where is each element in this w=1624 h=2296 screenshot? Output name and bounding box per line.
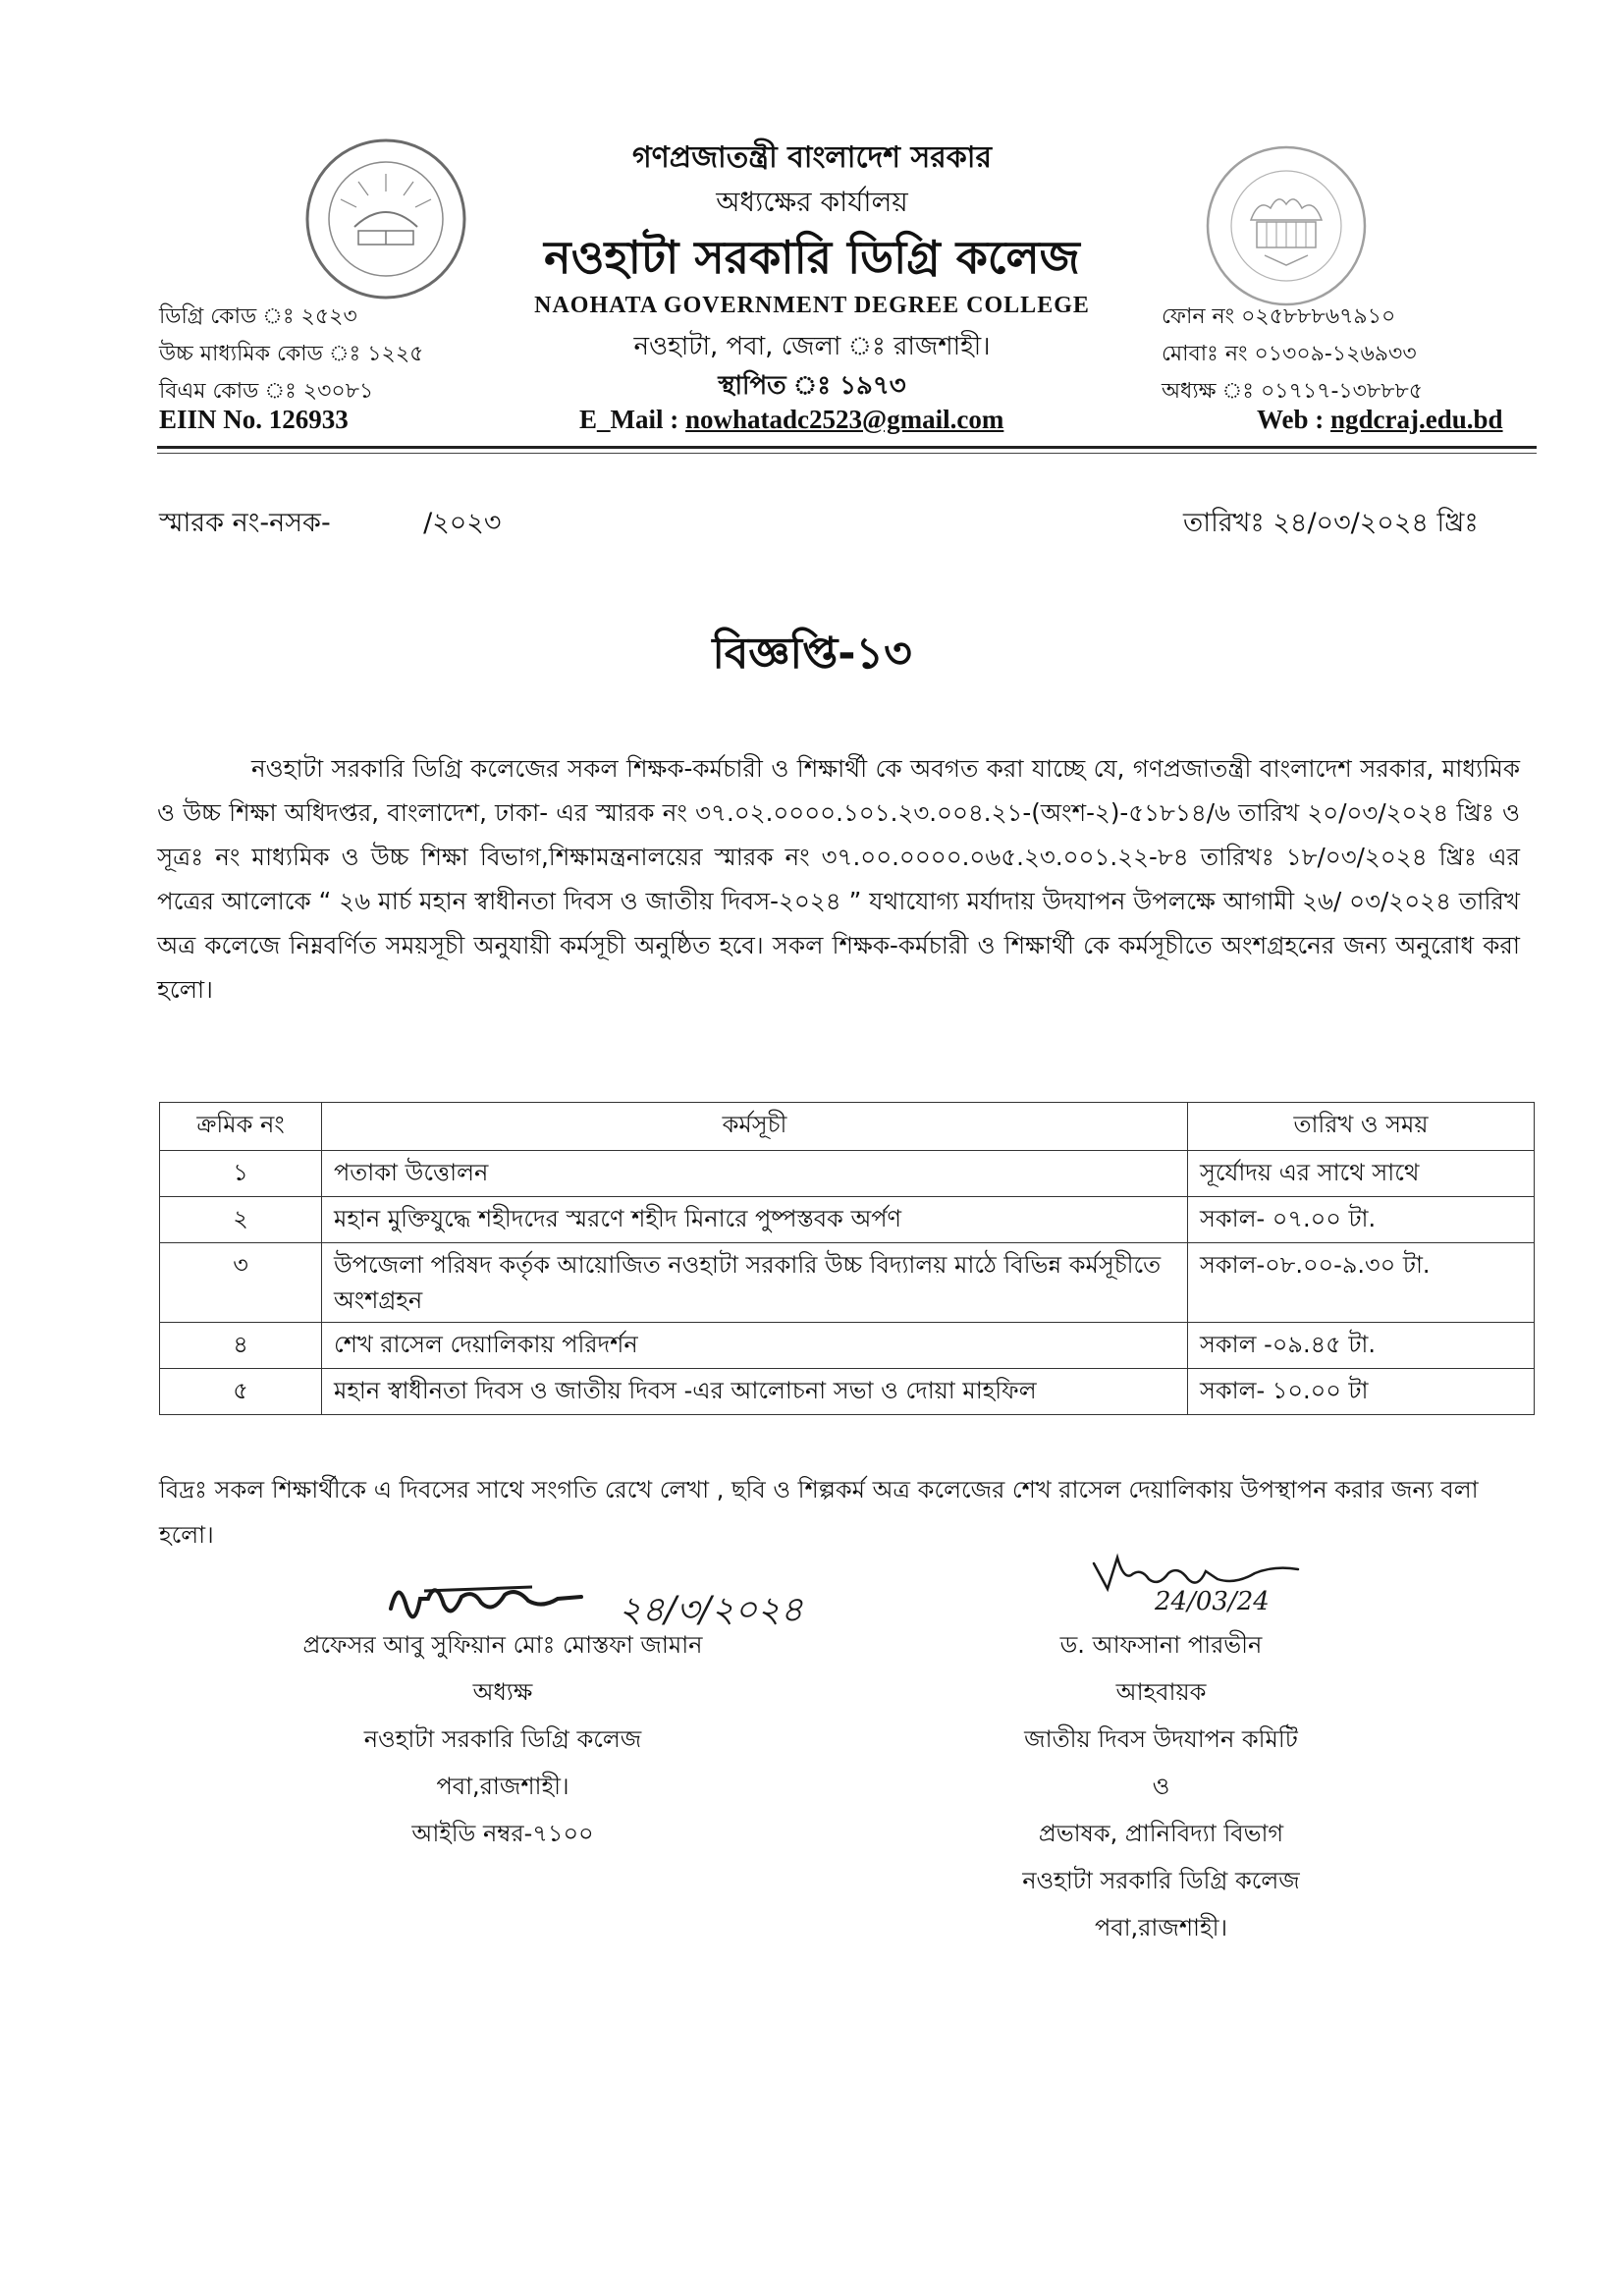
memo-date: তারিখঃ ২৪/০৩/২০২৪ খ্রিঃ bbox=[1183, 508, 1479, 538]
convener-and: ও bbox=[1152, 1773, 1170, 1800]
eiin-number: EIIN No. 126933 bbox=[159, 405, 349, 434]
bm-code: বিএম কোড ঃ ২৩০৮১ bbox=[159, 379, 374, 404]
phone-number: ফোন নং ০২৫৮৮৮৬৭৯১০ bbox=[1162, 304, 1396, 329]
row-program: মহান মুক্তিযুদ্ধে শহীদদের স্মরণে শহীদ মিনারে পুষ্পস্তবক অর্পণ bbox=[322, 1197, 1188, 1243]
website-line bbox=[1257, 405, 1503, 435]
convener-designation: প্রভাষক, প্রানিবিদ্যা বিভাগ bbox=[1038, 1820, 1284, 1847]
college-name-bangla: নওহাটা সরকারি ডিগ্রি কলেজ bbox=[544, 231, 1080, 284]
header-divider bbox=[157, 446, 1537, 449]
notice-note: বিদ্রঃ সকল শিক্ষার্থীকে এ দিবসের সাথে সংগতি রেখে লেখা , ছবি ও শিল্পকর্ম অত্র কলেজের শেখ রাসেল দেয়ালিকায় উপস্থাপন করার জন্য বলা হলো। bbox=[159, 1476, 1479, 1549]
email-label: E_Mail : bbox=[579, 405, 685, 434]
header-time: তারিখ ও সময় bbox=[1188, 1103, 1535, 1151]
row-time: সকাল -০৯.৪৫ টা. bbox=[1188, 1323, 1535, 1369]
principal-signature-block bbox=[257, 1621, 748, 1857]
convener-signature-date: 24/03/24 bbox=[1155, 1587, 1270, 1616]
college-codes bbox=[159, 299, 423, 410]
principal-college: নওহাটা সরকারি ডিগ্রি কলেজ bbox=[363, 1725, 642, 1753]
header-program: কর্মসূচী bbox=[322, 1103, 1188, 1151]
table-row bbox=[160, 1369, 1535, 1415]
row-serial: ৫ bbox=[160, 1369, 322, 1415]
notice-body: নওহাটা সরকারি ডিগ্রি কলেজের সকল শিক্ষক-কর্মচারী ও শিক্ষার্থী কে অবগত করা যাচ্ছে যে, গণপ্রজাতন্ত্রী বাংলাদেশ সরকার, মাধ্যমিক ও উচ্চ শিক্ষা অধিদপ্তর, বাংলাদেশ, ঢাকা- এর স্মারক নং ৩৭.০২.০০০০.১০১.২৩.০০৪.২১-(অংশ-২)-৫১৮১৪/৬ তারিখ ২০/০৩/২০২৪ খ্রিঃ ও সূত্রঃ নং মাধ্যমিক ও উচ্চ শিক্ষা বিভাগ,শিক্ষামন্ত্রনালয়ের স্মারক নং ৩৭.০০.০০০০.০৬৫.২৩.০০১.২২-৮৪ তারিখঃ ১৮/০৩/২০২৪ খ্রিঃ এর পত্রের আলোকে “ ২৬ মার্চ মহান স্বাধীনতা দিবস ও জাতীয় দিবস-২০২৪ ” যথাযোগ্য মর্যাদায় উদযাপন উপলক্ষে আগামী ২৬/ ০৩/২০২৪ তারিখ অত্র কলেজে নিম্নবর্ণিত সময়সূচী অনুযায়ী কর্মসূচী অনুষ্ঠিত হবে। সকল শিক্ষক-কর্মচারী ও শিক্ষার্থী কে কর্মসূচীতে অংশগ্রহনের জন্য অনুরোধ করা হলো। bbox=[157, 754, 1520, 1004]
convener-committee: জাতীয় দিবস উদযাপন কমিটি bbox=[1024, 1725, 1298, 1753]
principal-id: আইডি নম্বর-৭১০০ bbox=[411, 1820, 594, 1847]
hsc-code: উচ্চ মাধ্যমিক কোড ঃ ১২২৫ bbox=[159, 342, 424, 366]
row-program: শেখ রাসেল দেয়ালিকায় পরিদর্শন bbox=[322, 1323, 1188, 1369]
row-time: সকাল- ০৭.০০ টা. bbox=[1188, 1197, 1535, 1243]
principal-signature-date: ২৪/৩/২০২৪ bbox=[619, 1590, 804, 1630]
convener-signature-block bbox=[1021, 1621, 1301, 1951]
memo-number: স্মারক নং-নসক- /২০২৩ bbox=[159, 508, 502, 538]
program-schedule-table bbox=[159, 1102, 1535, 1415]
mobile-number: মোবাঃ নং ০১৩০৯-১২৬৯৩৩ bbox=[1162, 342, 1417, 366]
email-link[interactable]: nowhatadc2523@gmail.com bbox=[685, 405, 1004, 434]
principal-name: প্রফেসর আবু সুফিয়ান মোঃ মোস্তফা জামান bbox=[302, 1631, 703, 1659]
row-time: সূর্যোদয় এর সাথে সাথে bbox=[1188, 1151, 1535, 1197]
row-program: মহান স্বাধীনতা দিবস ও জাতীয় দিবস -এর আলোচনা সভা ও দোয়া মাহফিল bbox=[322, 1369, 1188, 1415]
table-header-row bbox=[160, 1103, 1535, 1151]
convener-college: নওহাটা সরকারি ডিগ্রি কলেজ bbox=[1022, 1867, 1300, 1894]
degree-code: ডিগ্রি কোড ঃ ২৫২৩ bbox=[159, 304, 357, 329]
table-row bbox=[160, 1197, 1535, 1243]
government-title: গণপ্রজাতন্ত্রী বাংলাদেশ সরকার bbox=[632, 140, 992, 175]
header-serial: ক্রমিক নং bbox=[160, 1103, 322, 1151]
convener-name: ড. আফসানা পারভীন bbox=[1059, 1631, 1263, 1659]
convener-location: পবা,রাজশাহী। bbox=[1094, 1914, 1228, 1941]
notice-title: বিজ্ঞপ্তি-১৩ bbox=[712, 629, 912, 679]
email-line bbox=[579, 405, 1003, 435]
college-name-english: NAOHATA GOVERNMENT DEGREE COLLEGE bbox=[534, 293, 1090, 318]
contact-numbers bbox=[1162, 299, 1423, 410]
principal-number: অধ্যক্ষ ঃ ০১৭১৭-১৩৮৮৮৫ bbox=[1162, 379, 1424, 404]
principal-location: পবা,রাজশাহী। bbox=[436, 1773, 569, 1800]
principal-designation: অধ্যক্ষ bbox=[472, 1678, 533, 1706]
row-time: সকাল-০৮.০০-৯.৩০ টা. bbox=[1188, 1243, 1535, 1323]
table-row bbox=[160, 1243, 1535, 1323]
row-serial: ২ bbox=[160, 1197, 322, 1243]
office-title: অধ্যক্ষের কার্যালয় bbox=[716, 186, 908, 218]
row-time: সকাল- ১০.০০ টা bbox=[1188, 1369, 1535, 1415]
website-link[interactable]: ngdcraj.edu.bd bbox=[1330, 405, 1503, 434]
row-serial: ১ bbox=[160, 1151, 322, 1197]
header-divider-thin bbox=[157, 453, 1537, 454]
row-program: উপজেলা পরিষদ কর্তৃক আয়োজিত নওহাটা সরকারি উচ্চ বিদ্যালয় মাঠে বিভিন্ন কর্মসূচীতে অংশগ্রহন bbox=[322, 1243, 1188, 1323]
web-label: Web : bbox=[1257, 405, 1331, 434]
table-row bbox=[160, 1323, 1535, 1369]
table-row bbox=[160, 1151, 1535, 1197]
row-program: পতাকা উত্তোলন bbox=[322, 1151, 1188, 1197]
college-address: নওহাটা, পবা, জেলা ঃ রাজশাহী। bbox=[633, 332, 991, 361]
convener-role: আহবায়ক bbox=[1115, 1678, 1207, 1706]
row-serial: ৩ bbox=[160, 1243, 322, 1323]
row-serial: ৪ bbox=[160, 1323, 322, 1369]
established-year: স্থাপিত ঃ ১৯৭৩ bbox=[718, 371, 906, 401]
